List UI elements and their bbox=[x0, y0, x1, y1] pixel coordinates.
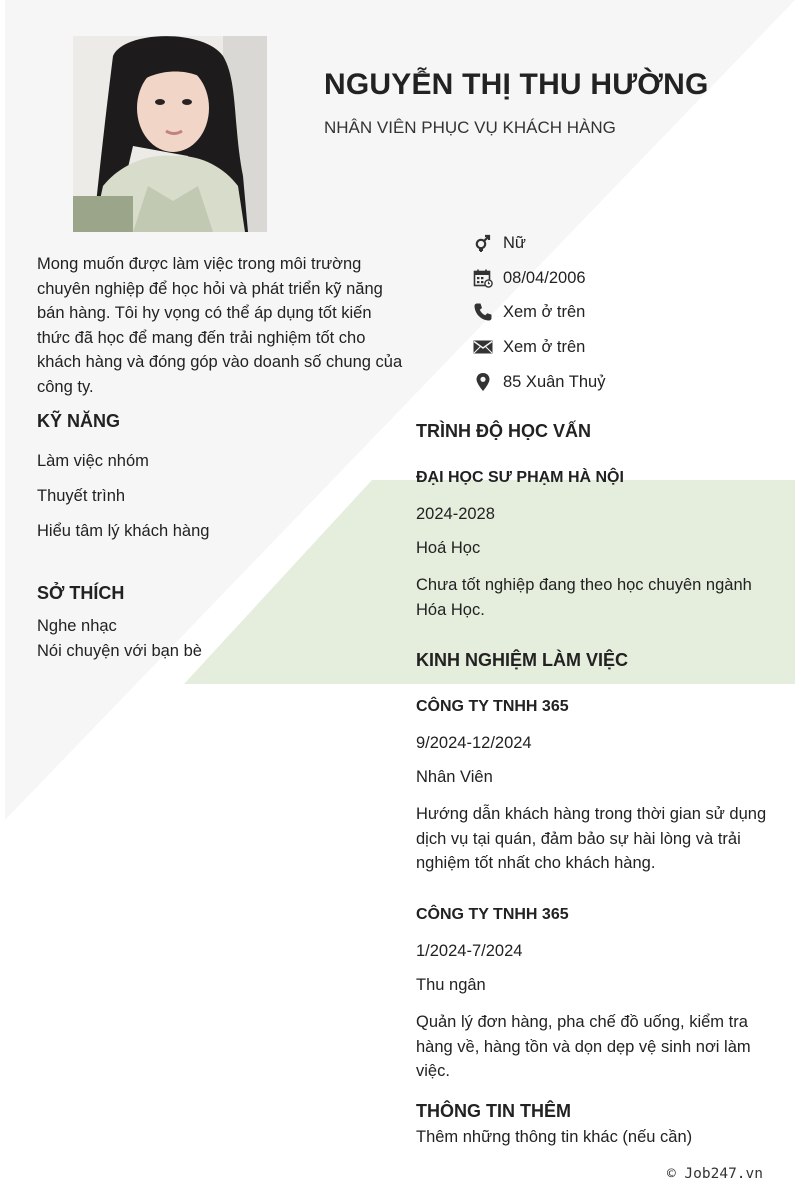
mail-icon bbox=[472, 336, 494, 358]
avatar-photo bbox=[73, 36, 267, 232]
contact-phone bbox=[472, 301, 585, 323]
gender-icon bbox=[472, 232, 494, 254]
contact-gender bbox=[472, 232, 526, 254]
education-school: ĐẠI HỌC SƯ PHẠM HÀ NỘI bbox=[416, 469, 624, 486]
contact-birthday bbox=[472, 267, 586, 289]
address-value: 85 Xuân Thuỷ bbox=[503, 372, 606, 391]
skill-item: Hiểu tâm lý khách hàng bbox=[37, 522, 210, 540]
calendar-icon bbox=[472, 267, 494, 289]
candidate-name: NGUYỄN THỊ THU HƯỜNG bbox=[324, 68, 709, 101]
gender-value: Nữ bbox=[503, 233, 526, 252]
extra-info-text: Thêm những thông tin khác (nếu cần) bbox=[416, 1128, 693, 1146]
location-pin-icon bbox=[472, 371, 494, 393]
experience-period: 9/2024-12/2024 bbox=[416, 734, 532, 752]
hobbies-title: SỞ THÍCH bbox=[37, 583, 125, 603]
job-position: NHÂN VIÊN PHỤC VỤ KHÁCH HÀNG bbox=[324, 118, 616, 137]
education-period: 2024-2028 bbox=[416, 505, 495, 523]
career-objective: Mong muốn được làm việc trong môi trường chuyên nghiệp để học hỏi và phát triển kỹ năng bán hàng. Tôi hy vọng có thể áp dụng tốt kiến thức đã học để mang đến trải nghiệm tốt cho khách hàng và đóng góp vào doanh số chung của công ty. bbox=[37, 255, 403, 396]
extra-info-title: THÔNG TIN THÊM bbox=[416, 1101, 571, 1121]
experience-title: KINH NGHIỆM LÀM VIỆC bbox=[416, 650, 629, 670]
education-major: Hoá Học bbox=[416, 539, 481, 557]
experience-description: Quản lý đơn hàng, pha chế đồ uống, kiểm tra hàng về, hàng tồn và dọn dẹp vệ sinh nơi làm việc. bbox=[416, 1013, 751, 1081]
phone-icon bbox=[472, 301, 494, 323]
footer-copyright[interactable]: © Job247.vn bbox=[666, 1166, 763, 1182]
experience-company: CÔNG TY TNHH 365 bbox=[416, 906, 569, 923]
experience-company: CÔNG TY TNHH 365 bbox=[416, 698, 569, 715]
skill-item: Làm việc nhóm bbox=[37, 452, 149, 470]
hobby-item: Nghe nhạc bbox=[37, 617, 117, 635]
skill-item: Thuyết trình bbox=[37, 487, 126, 505]
experience-description: Hướng dẫn khách hàng trong thời gian sử dụng dịch vụ tại quán, đảm bảo sự hài lòng và trải nghiệm tốt nhất cho khách hàng. bbox=[416, 805, 767, 873]
phone-value: Xem ở trên bbox=[503, 302, 586, 321]
experience-period: 1/2024-7/2024 bbox=[416, 942, 523, 960]
experience-role: Nhân Viên bbox=[416, 768, 493, 786]
education-title: TRÌNH ĐỘ HỌC VẤN bbox=[416, 421, 591, 441]
birthday-value: 08/04/2006 bbox=[503, 268, 586, 287]
email-value: Xem ở trên bbox=[503, 337, 586, 356]
contact-email bbox=[472, 336, 585, 358]
education-description: Chưa tốt nghiệp đang theo học chuyên ngành Hóa Học. bbox=[416, 576, 752, 619]
experience-role: Thu ngân bbox=[416, 976, 486, 994]
skills-title: KỸ NĂNG bbox=[37, 411, 121, 431]
contact-address bbox=[472, 371, 605, 393]
hobby-item: Nói chuyện với bạn bè bbox=[37, 642, 202, 660]
